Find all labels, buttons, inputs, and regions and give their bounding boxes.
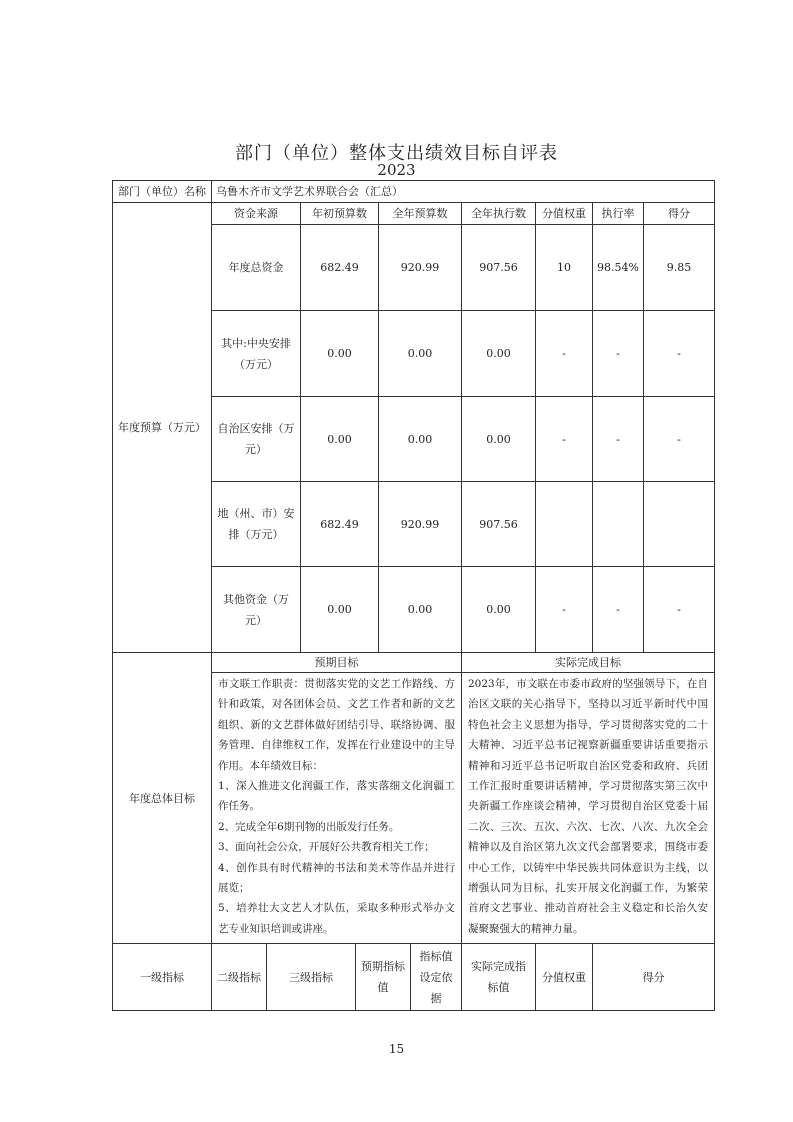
row-executed: 907.56	[479, 261, 518, 274]
expected-goals-text	[212, 674, 461, 942]
page-title: 部门（单位）整体支出绩效目标自评表	[235, 143, 558, 164]
row-executed: 0.00	[486, 347, 511, 360]
indicator-header-level3: 三级指标	[289, 970, 333, 984]
row-rate: 98.54%	[597, 261, 639, 274]
indicator-header-actual: 实际完成指标值	[471, 960, 526, 994]
expected-goal-line: 4、创作具有时代精神的书法和美术等作品并进行展览；	[218, 861, 455, 895]
row-initial: 682.49	[320, 517, 359, 531]
row-rate	[593, 482, 643, 566]
row-annual: 920.99	[400, 517, 440, 531]
row-annual: 0.00	[407, 347, 433, 360]
col-header-initial: 年初预算数	[312, 207, 367, 220]
row-weight: -	[562, 603, 566, 616]
row-source: 其中:中央安排（万元）	[221, 336, 291, 371]
indicator-header-score: 得分	[642, 970, 665, 984]
report-year: 2023	[377, 161, 416, 179]
indicator-header-level1: 一级指标	[140, 970, 184, 984]
col-header-weight: 分值权重	[542, 207, 586, 220]
expected-goal-line: 3、面向社会公众，开展好公共教育相关工作；	[218, 841, 435, 854]
row-source: 自治区安排（万元）	[217, 422, 295, 456]
row-score: -	[677, 347, 681, 360]
expected-goal-line: 5、培养壮大文艺人才队伍，采取多种形式举办文艺专业知识培训或讲座。	[218, 902, 455, 935]
row-source: 年度总资金	[228, 261, 284, 274]
col-header-source: 资金来源	[234, 207, 278, 220]
row-weight: -	[562, 347, 566, 360]
actual-goal-paragraph: 2023年，市文联在市委市政府的坚强领导下，在自治区文联的关心指导下，坚持以习近平新时代中国特色社会主义思想为指导，学习贯彻落实党的二十大精神、习近平总书记视察新疆重要讲话重要指示精神和习近平总书记听取自治区党委和政府、兵团工作汇报时重要讲话精神，学习贯彻落实第三次中央新疆工作座谈会精神，学习贯彻自治区党委十届二次、三次、五次、六次、七次、八次、九次全会精神以及自治区第九次文代会部署要求，围绕市委中心工作，以铸牢中华民族共同体意识为主线，以增强认同为目标，扎实开展文化润疆工作，为繁荣首府文艺事业、推动首府社会主义稳定和长治久安凝聚聚强大的精神力量。	[468, 678, 708, 935]
row-annual: 920.99	[400, 261, 440, 274]
dept-name: 乌鲁木齐市文学艺术界联合会（汇总）	[216, 185, 403, 198]
col-header-rate: 执行率	[601, 207, 635, 220]
goals-section-label: 年度总体目标	[129, 791, 195, 805]
row-source: 地（州、市）安排（万元）	[217, 507, 295, 541]
expected-goal-line: 2、完成全年6期刊物的出版发行任务。	[218, 820, 400, 833]
col-header-score: 得分	[668, 207, 690, 220]
row-rate: -	[616, 347, 620, 360]
actual-goals-header: 实际完成目标	[555, 656, 621, 669]
row-score: -	[677, 432, 681, 446]
row-weight: 10	[557, 261, 571, 274]
row-rate: -	[616, 603, 620, 616]
row-score: -	[677, 603, 681, 616]
row-initial: 682.49	[320, 261, 359, 274]
dept-label: 部门（单位）名称	[118, 185, 206, 198]
row-initial: 0.00	[327, 603, 352, 616]
row-executed: 907.56	[479, 517, 518, 531]
budget-section-label: 年度预算（万元）	[118, 421, 206, 434]
expected-goal-line: 1、深入推进文化润疆工作，落实落细文化润疆工作任务。	[218, 780, 455, 813]
row-weight	[536, 482, 592, 566]
row-executed: 0.00	[486, 603, 511, 616]
col-header-annual: 全年预算数	[392, 207, 448, 220]
row-annual: 0.00	[407, 603, 433, 616]
indicator-header-weight: 分值权重	[542, 970, 586, 984]
indicator-header-expected: 预期指标值	[361, 960, 405, 994]
row-rate: -	[616, 432, 620, 446]
row-annual: 0.00	[407, 432, 433, 446]
row-source: 其他资金（万元）	[223, 592, 289, 627]
page-number: 15	[388, 1042, 405, 1056]
row-weight: -	[562, 432, 566, 446]
expected-goal-line: 市文联工作职责：贯彻落实党的文艺工作路线、方针和政策，对各团体会员、文艺工作者和新的文艺组织、新的文艺群体做好团结引导、联络协调、服务管理、自律维权工作，发挥在行业建设中的主导作用。本年绩效目标：	[218, 678, 455, 772]
indicator-header-level2: 二级指标	[217, 970, 261, 984]
row-initial: 0.00	[327, 347, 352, 360]
col-header-executed: 全年执行数	[471, 207, 526, 220]
expected-goals-header: 预期目标	[314, 656, 359, 669]
row-score	[644, 482, 714, 566]
actual-goals-text	[462, 674, 714, 942]
row-score: 9.85	[666, 261, 692, 274]
row-initial: 0.00	[327, 432, 352, 446]
indicator-header-basis: 指标值设定依据	[419, 949, 453, 1005]
row-executed: 0.00	[486, 432, 511, 446]
